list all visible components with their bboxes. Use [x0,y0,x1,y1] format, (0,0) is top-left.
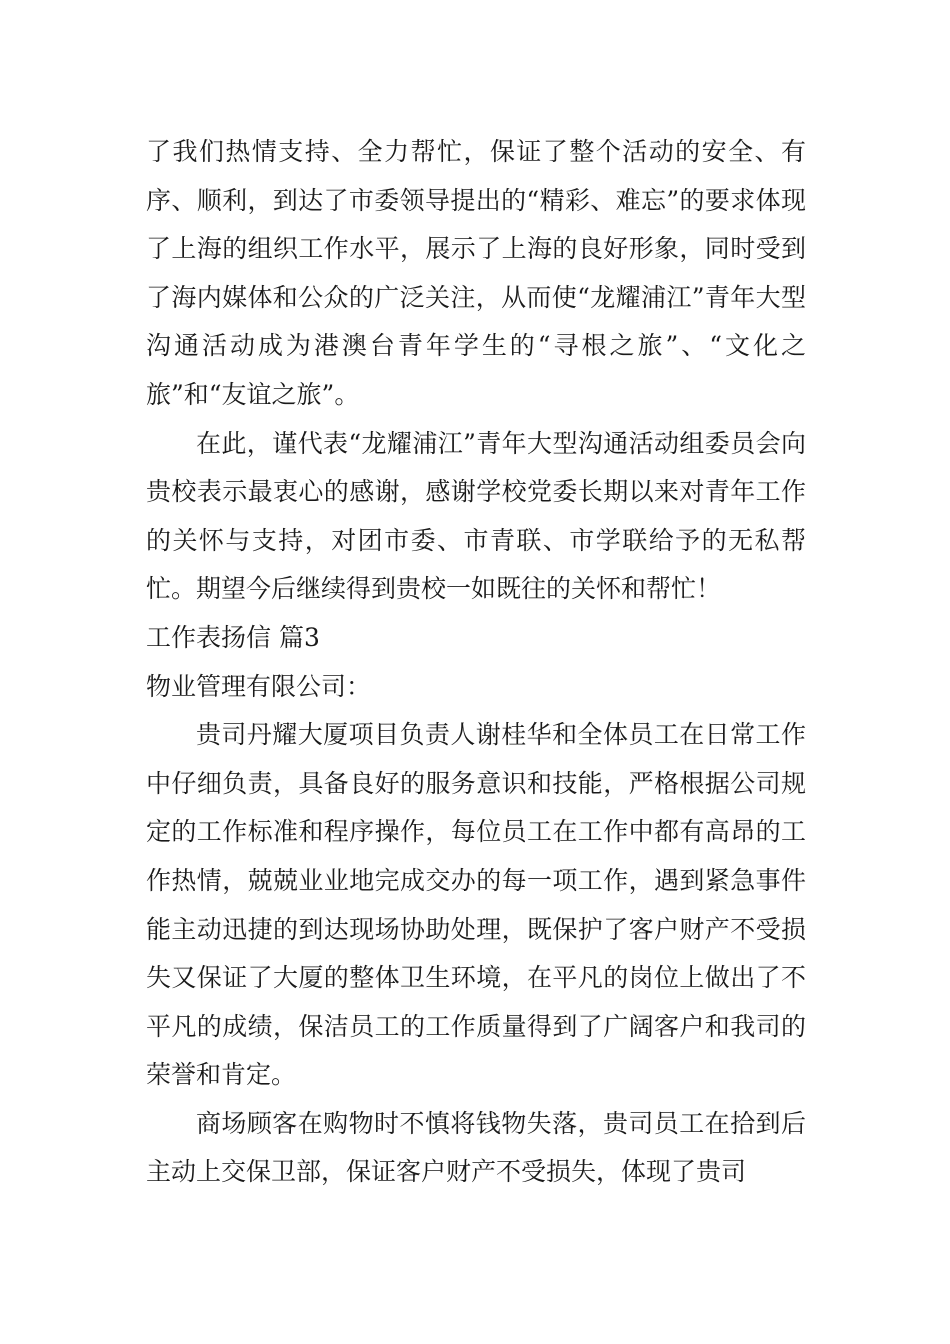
letter-salutation: 物业管理有限公司： [146,671,372,701]
paragraph-gratitude: 在此，谨代表“龙耀浦江”青年大型沟通活动组委员会向贵校表示最衷心的感谢，感谢学校党委长期以来对青年工作的关怀与支持，对团市委、市青联、市学联给予的无私帮忙。期望今后继续得到贵校一如既往的关怀和帮忙！ [146,428,806,604]
section-heading: 工作表扬信 篇3 [146,622,320,652]
document-body [146,128,806,1197]
paragraph-staff-praise: 贵司丹耀大厦项目负责人谢桂华和全体员工在日常工作中仔细负责，具备良好的服务意识和技能，严格根据公司规定的工作标准和程序操作，每位员工在工作中都有高昂的工作热情，兢兢业业地完成交办的每一项工作，遇到紧急事件能主动迅捷的到达现场协助处理，既保护了客户财产不受损失又保证了大厦的整体卫生环境，在平凡的岗位上做出了不平凡的成绩，保洁员工的工作质量得到了广阔客户和我司的荣誉和肯定。 [146,720,806,1090]
paragraph-lost-property: 商场顾客在购物时不慎将钱物失落，贵司员工在拾到后主动上交保卫部，保证客户财产不受损失，体现了贵司 [146,1108,806,1187]
paragraph-event-thanks: 了我们热情支持、全力帮忙，保证了整个活动的安全、有序、顺利，到达了市委领导提出的“精彩、难忘”的要求体现了上海的组织工作水平，展示了上海的良好形象，同时受到了海内媒体和公众的广泛关注，从而使“龙耀浦江”青年大型沟通活动成为港澳台青年学生的“寻根之旅”、“文化之旅”和“友谊之旅”。 [146,137,806,409]
